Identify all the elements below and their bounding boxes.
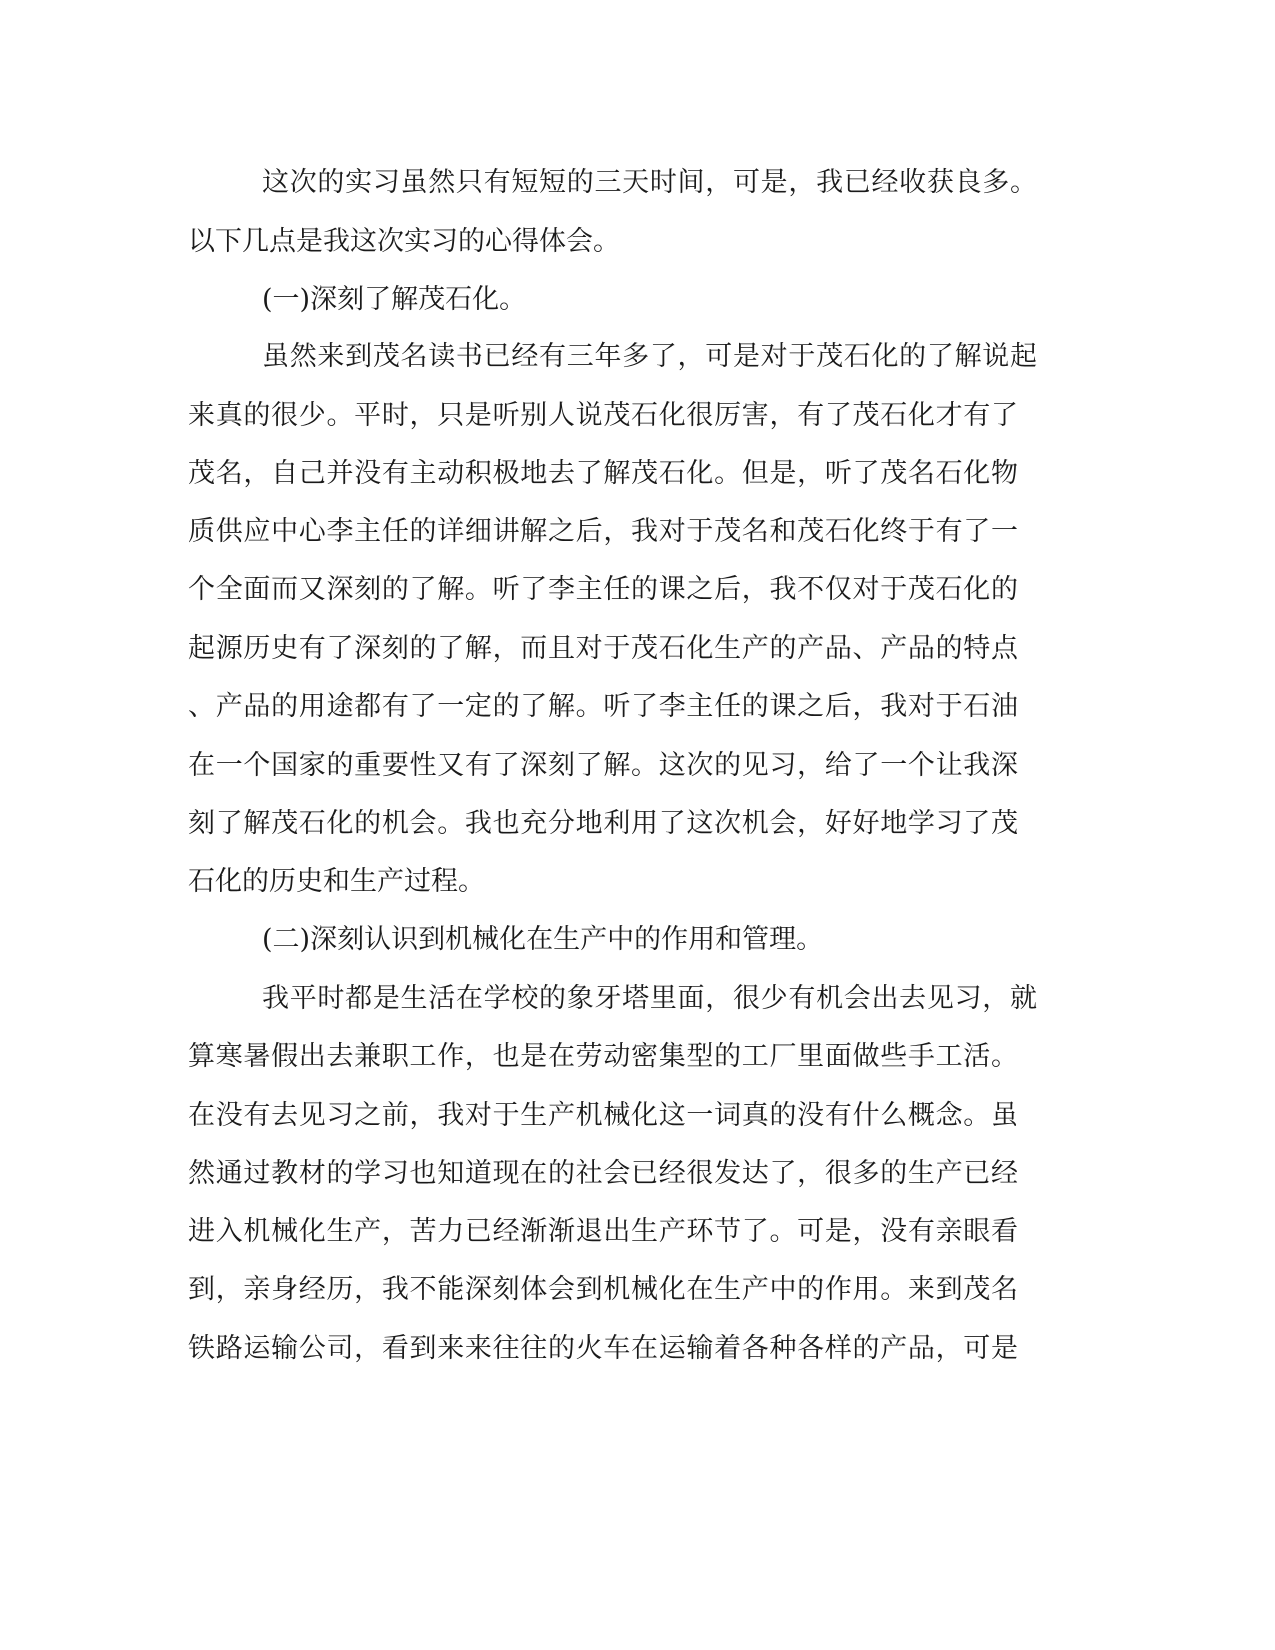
paragraph-line: 然通过教材的学习也知道现在的社会已经很发达了，很多的生产已经 [188, 1158, 1018, 1189]
paragraph-line: 质供应中心李主任的详细讲解之后，我对于茂名和茂石化终于有了一 [188, 516, 1018, 547]
paragraph-line: 刻了解茂石化的机会。我也充分地利用了这次机会，好好地学习了茂 [188, 808, 1018, 839]
paragraph-line: 来真的很少。平时，只是听别人说茂石化很厉害，有了茂石化才有了 [188, 400, 1018, 431]
section-heading: (二)深刻认识到机械化在生产中的作用和管理。 [262, 924, 824, 955]
paragraph-line: 进入机械化生产，苦力已经渐渐退出生产环节了。可是，没有亲眼看 [188, 1216, 1018, 1247]
paragraph-line: 这次的实习虽然只有短短的三天时间，可是，我已经收获良多。 [262, 167, 1037, 198]
paragraph-line: 以下几点是我这次实习的心得体会。 [188, 226, 620, 257]
paragraph-line: 铁路运输公司，看到来来往往的火车在运输着各种各样的产品，可是 [188, 1333, 1018, 1364]
paragraph-line: 石化的历史和生产过程。 [188, 866, 485, 897]
paragraph-line: 在一个国家的重要性又有了深刻了解。这次的见习，给了一个让我深 [188, 750, 1018, 781]
paragraph-line: 茂名，自己并没有主动积极地去了解茂石化。但是，听了茂名石化物 [188, 458, 1018, 489]
paragraph-line: 个全面而又深刻的了解。听了李主任的课之后，我不仅对于茂石化的 [188, 574, 1018, 605]
paragraph-line: 算寒暑假出去兼职工作，也是在劳动密集型的工厂里面做些手工活。 [188, 1041, 1018, 1072]
paragraph-line: 起源历史有了深刻的了解，而且对于茂石化生产的产品、产品的特点 [188, 633, 1018, 664]
paragraph-line: 、产品的用途都有了一定的了解。听了李主任的课之后，我对于石油 [188, 691, 1018, 722]
section-heading: (一)深刻了解茂石化。 [262, 284, 527, 315]
paragraph-line: 到，亲身经历，我不能深刻体会到机械化在生产中的作用。来到茂名 [188, 1274, 1018, 1305]
paragraph-line: 在没有去见习之前，我对于生产机械化这一词真的没有什么概念。虽 [188, 1100, 1018, 1131]
paragraph-line: 我平时都是生活在学校的象牙塔里面，很少有机会出去见习，就 [262, 983, 1037, 1014]
paragraph-line: 虽然来到茂名读书已经有三年多了，可是对于茂石化的了解说起 [262, 341, 1037, 372]
